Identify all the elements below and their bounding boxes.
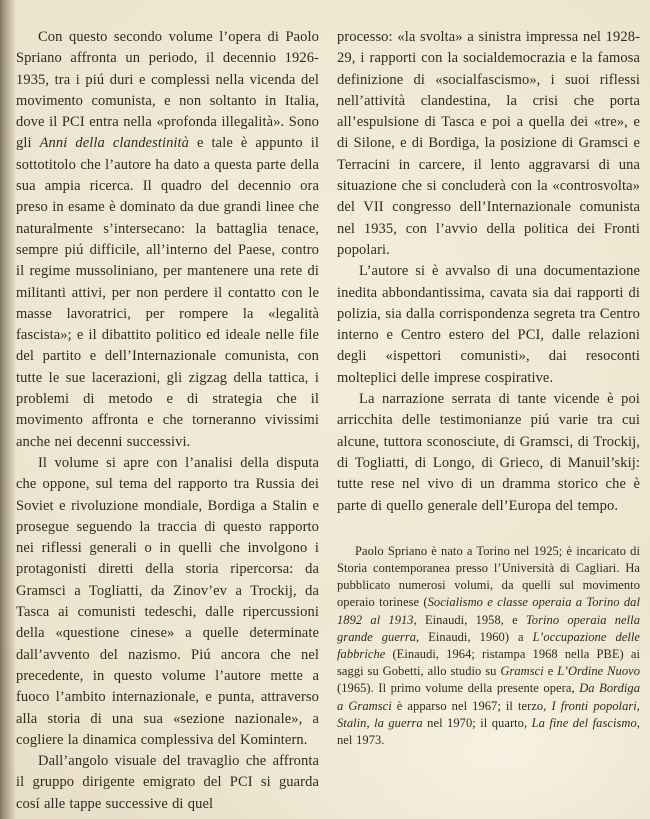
text-run: processo: «la svolta» a sinistra impressa nel 1928-29, i rapporti con la socialdemocrazia e la famosa definizione di «socialfascismo», i suoi riflessi nell’attività clandestina, la crisi che porta all’espulsione di Tasca e poi a quella dei «tre», e di Silone, e di Bordiga, la posizione di Gramsci e Terracini in carcere, il lento aggravarsi di una situazione che si concluderà con la «controsvolta» del VII congresso dell’Internazionale comunista nel 1935, con l’avvio della politica dei Fronti popolari. [337, 29, 640, 258]
text-run: Con questo secondo volume l’opera di Paolo Spriano affronta un periodo, il decennio 1926-1935, tra i piú duri e complessi nella vicenda del movimento comunista, e non soltanto in Italia, dove il PCI entra nella «profonda illegalità». Sono gli [16, 29, 319, 152]
paragraph [337, 261, 640, 389]
italic-text-run: L’occupazione delle fabbriche [337, 629, 641, 662]
scan-edge-shadow [0, 0, 16, 819]
paragraph [337, 27, 640, 261]
italic-text-run: La fine del fascismo [531, 715, 637, 730]
text-run: , Einaudi, 1958, e [413, 612, 526, 627]
paragraph [16, 453, 319, 751]
author-bio [337, 543, 640, 749]
italic-text-run: L’Ordine Nuovo [557, 664, 641, 679]
text-run: L’autore si è avvalso di una documentazione inedita abbondantissima, cavata sia dai rapporti di polizia, sia dalla corrispondenza segreta tra Centro interno e Centro estero del PCI, dalle relazioni degli «ispettori comunisti», dai resoconti molteplici delle imprese cospirative. [337, 263, 640, 386]
italic-text-run: Da Bordiga a Gramsci [337, 681, 640, 713]
text-run: Paolo Spriano è nato a Torino nel 1925; è incaricato di Storia contemporanea presso l’Università di Cagliari. Ha pubblicato numerosi volumi, da quelli sul movimento operaio torinese ( [337, 543, 640, 610]
text-run: è apparso nel 1967; il terzo, [391, 698, 552, 713]
paragraph [337, 389, 640, 517]
text-run: e [543, 664, 558, 679]
text-run: , Einaudi, 1960) a [416, 629, 533, 644]
text-columns [16, 27, 640, 815]
italic-text-run: I fronti popolari, Stalin, la guerra [337, 698, 640, 730]
text-run: Il volume si apre con l’analisi della disputa che oppone, sul tema del rapporto tra Russia dei Soviet e rivoluzione mondiale, Bordiga a Stalin e prosegue seguendo la traccia di questo rapporto nei riflessi generali o in quelli che involgono i protagonisti diretti della storia ripercorsa: da Gramsci a Togliatti, da Zinov’ev a Trockij, da Tasca ai comunisti tedeschi, dalle ripercussioni della «questione cinese» a quelle determinate dall’avvento del nazismo. Piú ancora che nel precedente, in questo volume l’autore mette a fuoco l’ambito internazionale, e punta, attraverso alla storia di una sua «sezione nazionale», a cogliere la dinamica complessiva del Komintern. [16, 454, 319, 748]
right-column [337, 27, 640, 815]
left-column [16, 27, 319, 815]
text-run: (1965). Il primo volume della presente opera, [337, 681, 580, 696]
italic-text-run: Gramsci [500, 664, 544, 679]
italic-text-run: Torino operaia nella grande guerra [337, 612, 640, 644]
text-run: e tale è appunto il sottotitolo che l’autore ha dato a questa parte della sua ampia ricerca. Il quadro del decennio ora preso in esame è dominato da due grandi linee che naturalmente s’intersecano: la battaglia tenace, sempre piú difficile, all’interno del Paese, contro il regime mussoliniano, per mantenere una rete di militanti attivi, per non perdere il contatto con le masse lavoratrici, per rompere la «legalità fascista»; e il dibattito politico ed ideale nelle file del partito e dell’Internazionale comunista, con tutte le sue lacerazioni, gli zigzag della tattica, i problemi di metodo e di strategia che il movimento affronta e che torneranno vivissimi anche nei decenni successivi. [16, 135, 320, 450]
paragraph [337, 543, 640, 749]
italic-text-run: Socialismo e classe operaia a Torino dal 1892 al 1913 [337, 595, 640, 627]
italic-text-run: Anni della clandestinità [39, 135, 190, 152]
text-run: La narrazione serrata di tante vicende è poi arricchita delle testimonianze piú varie tra cui alcune, tuttora sconosciute, di Gramsci, di Trockij, di Togliatti, di Longo, di Grieco, di Manuil’skij: tutte rese nel vivo di un dramma storico che è parte di quello generale dell’Europa del tempo. [337, 391, 640, 514]
text-run: (Einaudi, 1964; ristampa 1968 nella PBE) ai saggi su Gobetti, allo studio su [337, 647, 640, 679]
text-run: nel 1970; il quarto, [422, 715, 532, 730]
paragraph [16, 27, 319, 453]
text-run: , nel 1973. [337, 715, 640, 748]
paragraph [16, 751, 319, 815]
right-column-main [337, 27, 640, 517]
text-run: Dall’angolo visuale del travaglio che affronta il gruppo dirigente emigrato del PCI si guarda cosí alle tappe successive di quel [16, 753, 319, 812]
